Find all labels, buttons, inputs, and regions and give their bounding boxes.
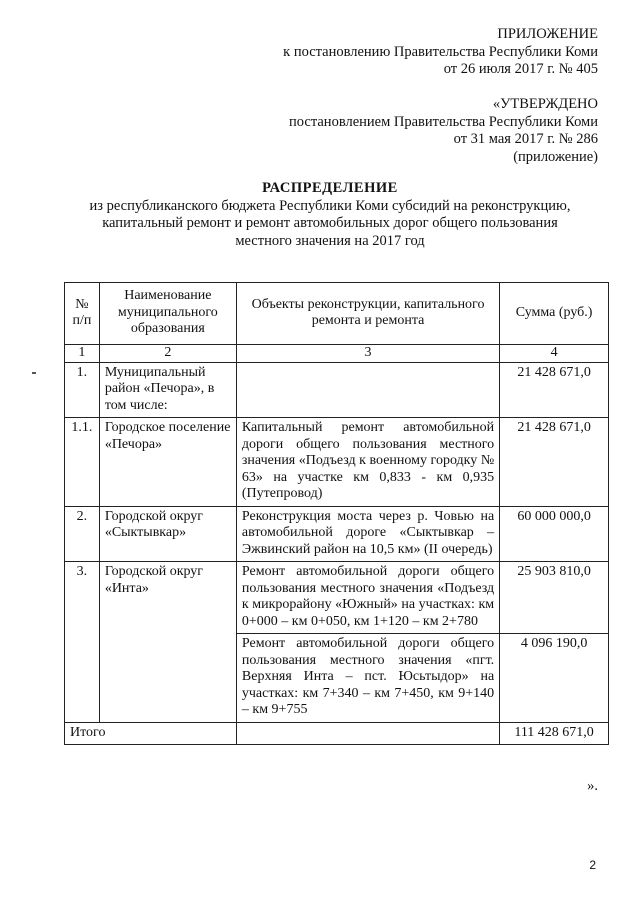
- header-num: № п/п: [65, 283, 100, 345]
- page-number: 2: [589, 858, 596, 872]
- row-object: Ремонт автомобильной дороги общего пользования местного значения «Подъезд к микрорайону «Южный» на участках: км 0+000 – км 0+050, км 1+120 – км 2+780: [236, 562, 499, 634]
- column-number-row: [65, 345, 609, 363]
- table-row: [65, 418, 609, 507]
- header-sum: Сумма (руб.): [500, 283, 609, 345]
- table-header-row: [65, 283, 609, 345]
- row-num: 3.: [65, 562, 100, 723]
- total-sum: 111 428 671,0: [500, 722, 609, 745]
- row-num: 1.1.: [65, 418, 100, 507]
- row-sum: 60 000 000,0: [500, 506, 609, 562]
- document-subtitle-line-3: местного значения на 2017 год: [235, 232, 425, 249]
- column-number: 4: [500, 345, 609, 363]
- row-municipality: Городское поселение «Печора»: [99, 418, 236, 507]
- closing-quote: ».: [587, 778, 598, 794]
- table-row: [65, 362, 609, 418]
- row-sum: 21 428 671,0: [500, 418, 609, 507]
- row-sum: 21 428 671,0: [500, 362, 609, 418]
- table-row: [65, 562, 609, 634]
- column-number: 1: [65, 345, 100, 363]
- row-object: Ремонт автомобильной дороги общего пользования местного значения «пгт. Верхняя Инта – пст. Юсьтыдор» на участках: км 7+340 – км 7+450, км 9+140 – км 9+755: [236, 634, 499, 723]
- row-sum: 25 903 810,0: [500, 562, 609, 634]
- row-municipality: Городской округ «Инта»: [99, 562, 236, 723]
- row-municipality: Муниципальный район «Печора», в том числе:: [99, 362, 236, 418]
- distribution-table: [64, 282, 609, 745]
- scan-mark: [32, 372, 36, 374]
- total-empty-cell: [236, 722, 499, 745]
- approval-note: (приложение): [513, 148, 598, 165]
- column-number: 3: [236, 345, 499, 363]
- appendix-reference: к постановлению Правительства Республики Коми: [283, 43, 598, 60]
- appendix-date: от 26 июля 2017 г. № 405: [443, 61, 598, 77]
- row-num: 2.: [65, 506, 100, 562]
- row-sum: 4 096 190,0: [500, 634, 609, 723]
- row-num: 1.: [65, 362, 100, 418]
- approval-block: [289, 96, 598, 166]
- document-subtitle-line-2: капитальный ремонт и ремонт автомобильных дорог общего пользования: [102, 215, 558, 231]
- table-total-row: [65, 722, 609, 745]
- row-object: [236, 362, 499, 418]
- header-municipality: Наименование муниципального образования: [99, 283, 236, 345]
- appendix-block: [283, 26, 598, 79]
- row-object: Капитальный ремонт автомобильной дороги общего пользования местного значения «Подъезд к военному городку № 63» на участке км 0,833 - км 0,935 (Путепровод): [236, 418, 499, 507]
- approval-date: от 31 мая 2017 г. № 286: [453, 131, 598, 147]
- table-row: [65, 506, 609, 562]
- row-municipality: Городской округ «Сыктывкар»: [99, 506, 236, 562]
- column-number: 2: [99, 345, 236, 363]
- total-label: Итого: [65, 722, 237, 745]
- appendix-title: ПРИЛОЖЕНИЕ: [497, 26, 598, 42]
- approval-title: «УТВЕРЖДЕНО: [492, 96, 598, 112]
- document-title: РАСПРЕДЕЛЕНИЕ: [262, 180, 398, 196]
- document-heading: [40, 180, 620, 250]
- header-objects: Объекты реконструкции, капитального ремонта и ремонта: [236, 283, 499, 345]
- document-subtitle-line-1: из республиканского бюджета Республики Коми субсидий на реконструкцию,: [89, 197, 571, 214]
- approval-reference: постановлением Правительства Республики Коми: [289, 113, 598, 130]
- row-object: Реконструкция моста через р. Човью на автомобильной дороге «Сыктывкар – Эжвинский район на 10,5 км» (II очередь): [236, 506, 499, 562]
